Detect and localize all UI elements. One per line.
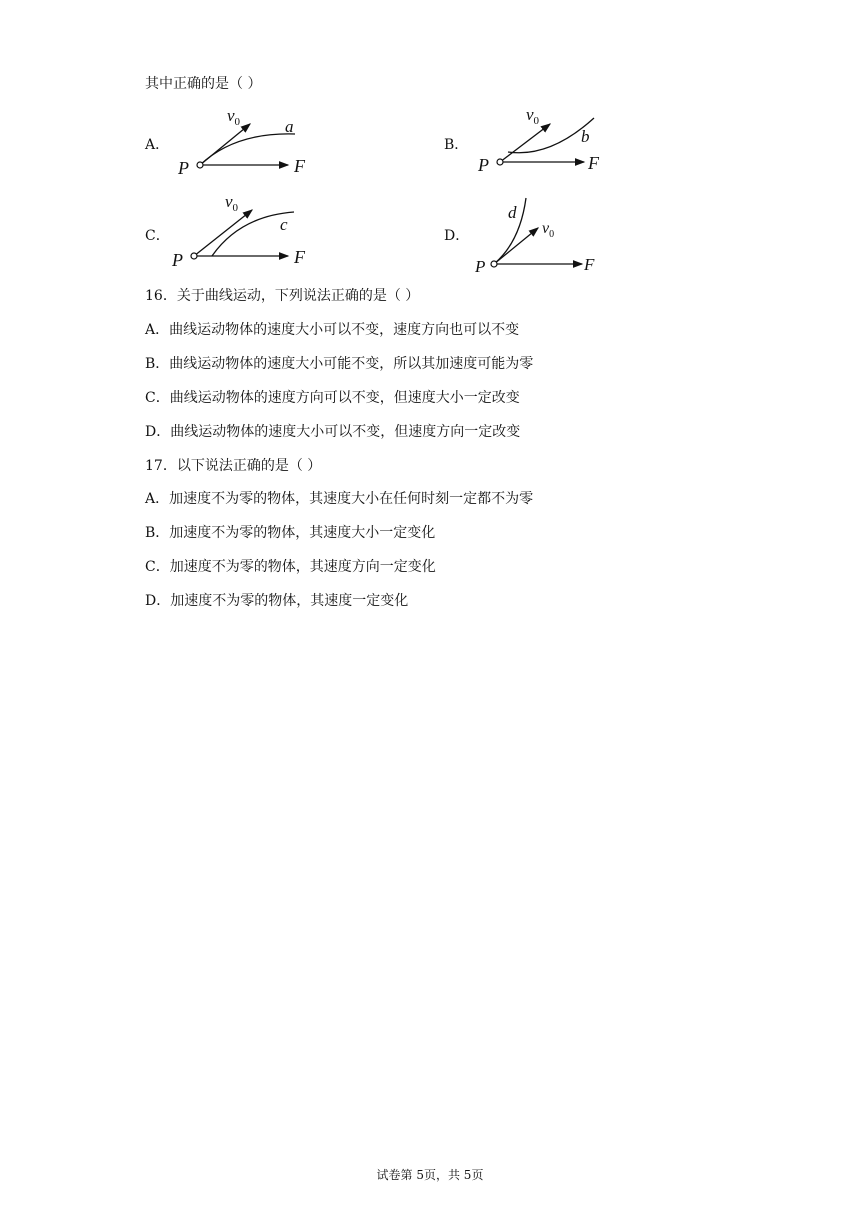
force-label-f: F xyxy=(294,156,305,176)
figure-option-d xyxy=(470,192,620,276)
intro-text: 其中正确的是（ ） xyxy=(145,76,262,92)
curve-label-b: b xyxy=(581,127,590,146)
q17-option-d: D．加速度不为零的物体，其速度一定变化 xyxy=(145,593,409,609)
figure-option-a xyxy=(170,100,320,180)
q16-option-b: B．曲线运动物体的速度大小可能不变，所以其加速度可能为零 xyxy=(145,356,534,372)
figure-option-a-label: A． xyxy=(145,137,170,153)
figure-option-c-label: C． xyxy=(145,228,170,244)
velocity-label: $v_0$ xyxy=(542,220,555,240)
q17-option-b: B．加速度不为零的物体，其速度大小一定变化 xyxy=(145,525,436,541)
velocity-label: $v_0$ xyxy=(526,105,540,127)
velocity-label: $v_0$ xyxy=(227,106,241,128)
force-label-f: F xyxy=(588,153,599,173)
curve-label-a: a xyxy=(285,117,294,136)
point-label-p: P xyxy=(475,257,486,276)
velocity-label: $v_0$ xyxy=(225,192,239,214)
q16-option-d: D．曲线运动物体的速度大小可以不变，但速度方向一定改变 xyxy=(145,424,521,440)
figure-option-b-label: B． xyxy=(444,137,469,153)
force-label-f: F xyxy=(294,247,305,267)
q16-option-a: A．曲线运动物体的速度大小可以不变，速度方向也可以不变 xyxy=(145,322,520,338)
point-label-p: P xyxy=(172,250,183,270)
figure-option-c xyxy=(170,188,320,270)
curve-label-c: c xyxy=(280,215,288,234)
q16-option-c: C．曲线运动物体的速度方向可以不变，但速度大小一定改变 xyxy=(145,390,520,406)
point-label-p: P xyxy=(478,155,489,175)
point-label-p: P xyxy=(178,158,189,178)
q17-stem: 17．以下说法正确的是（ ） xyxy=(145,458,322,474)
curve-label-d: d xyxy=(508,203,517,222)
q17-option-a: A．加速度不为零的物体，其速度大小在任何时刻一定都不为零 xyxy=(145,491,534,507)
force-label-f: F xyxy=(584,255,595,274)
page-footer: 试卷第 5页，共 5页 xyxy=(376,1168,484,1182)
q16-stem: 16．关于曲线运动，下列说法正确的是（ ） xyxy=(145,288,420,304)
figure-option-d-label: D． xyxy=(444,228,470,244)
q17-option-c: C．加速度不为零的物体，其速度方向一定变化 xyxy=(145,559,436,575)
figure-option-b xyxy=(470,100,620,180)
